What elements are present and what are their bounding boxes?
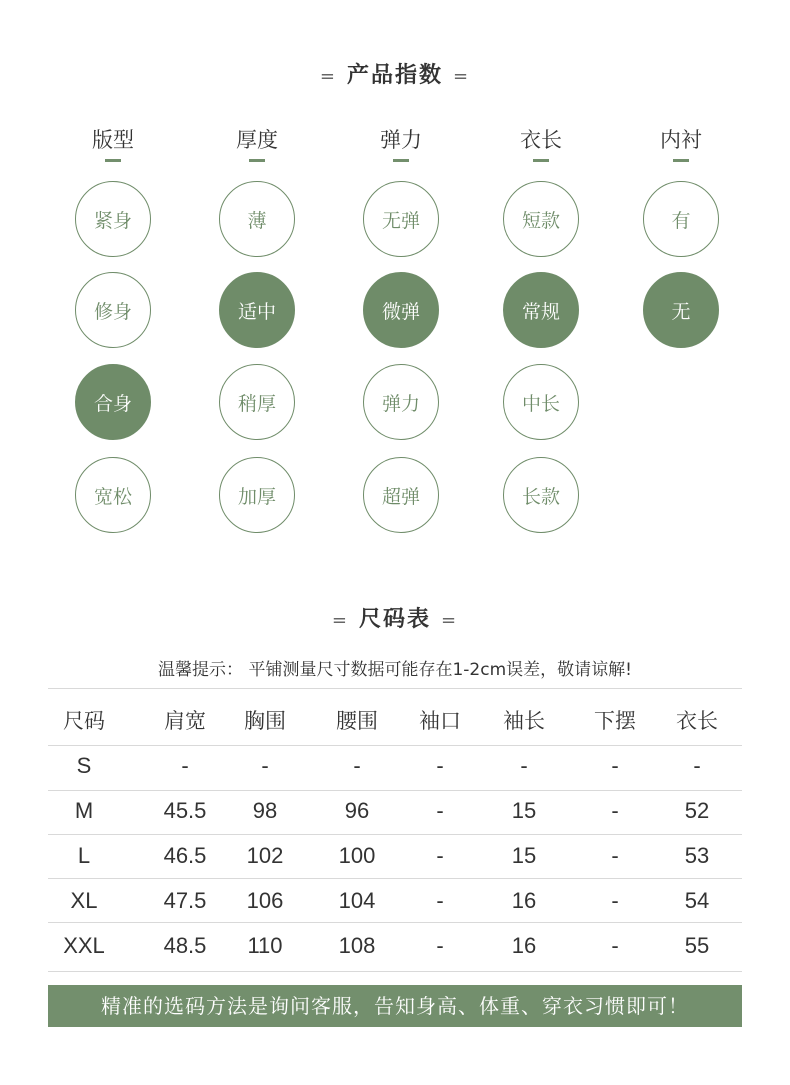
table-cell: 98 [252, 798, 278, 823]
title-deco-left: = [331, 610, 349, 631]
product-index-title-text: 产品指数 [346, 63, 443, 88]
index-column-header: 内衬 [660, 128, 702, 152]
table-cell: - [353, 753, 361, 778]
size-chart-title [0, 602, 790, 633]
table-divider [48, 971, 742, 972]
table-cell: S [76, 753, 92, 778]
table-cell: - [436, 753, 444, 778]
index-option: 弹力 [363, 364, 439, 440]
table-cell: - [436, 888, 444, 913]
table-cell: XL [70, 888, 98, 913]
index-option: 宽松 [75, 457, 151, 533]
index-option: 短款 [503, 181, 579, 257]
product-index-title [0, 58, 790, 89]
table-header-cell: 衣长 [676, 709, 718, 733]
index-option-selected: 适中 [219, 272, 295, 348]
table-divider [48, 688, 742, 689]
table-cell: 46.5 [163, 843, 207, 868]
size-advice-banner: 精准的选码方法是询问客服，告知身高、体重、穿衣习惯即可！ [48, 985, 742, 1027]
table-cell: 110 [247, 933, 283, 958]
table-cell: 48.5 [163, 933, 207, 958]
table-cell: 106 [246, 888, 284, 913]
index-option: 中长 [503, 364, 579, 440]
index-option-selected: 无 [643, 272, 719, 348]
table-cell: 108 [338, 933, 376, 958]
column-underline [393, 159, 409, 162]
table-cell: 45.5 [163, 798, 207, 823]
table-cell: 16 [511, 933, 537, 958]
column-underline [249, 159, 265, 162]
table-cell: - [693, 753, 701, 778]
index-column-header: 厚度 [236, 128, 278, 152]
table-cell: 15 [511, 843, 537, 868]
index-option-selected: 常规 [503, 272, 579, 348]
index-option: 长款 [503, 457, 579, 533]
table-cell: 102 [246, 843, 284, 868]
table-cell: XXL [63, 933, 105, 958]
table-cell: - [436, 798, 444, 823]
table-cell: 47.5 [163, 888, 207, 913]
column-underline [105, 159, 121, 162]
index-option: 薄 [219, 181, 295, 257]
table-cell: 52 [684, 798, 710, 823]
index-option: 无弹 [363, 181, 439, 257]
index-column-header: 版型 [92, 128, 134, 152]
table-cell: - [611, 843, 619, 868]
table-cell: 16 [511, 888, 537, 913]
table-cell: - [436, 933, 444, 958]
size-chart-title-text: 尺码表 [358, 607, 431, 632]
table-cell: M [74, 798, 94, 823]
table-cell: - [611, 888, 619, 913]
table-header-cell: 尺码 [63, 709, 105, 733]
index-option: 有 [643, 181, 719, 257]
table-cell: - [436, 843, 444, 868]
table-cell: 100 [338, 843, 376, 868]
index-option: 紧身 [75, 181, 151, 257]
table-cell: 55 [684, 933, 710, 958]
table-cell: - [611, 933, 619, 958]
table-cell: 104 [338, 888, 376, 913]
index-option: 修身 [75, 272, 151, 348]
table-divider [48, 878, 742, 879]
index-column-header: 衣长 [520, 128, 562, 152]
table-cell: - [611, 753, 619, 778]
table-header-cell: 腰围 [336, 709, 378, 733]
table-divider [48, 790, 742, 791]
column-underline [533, 159, 549, 162]
table-cell: 96 [344, 798, 370, 823]
table-cell: - [181, 753, 189, 778]
index-option: 加厚 [219, 457, 295, 533]
title-deco-right: = [453, 66, 471, 87]
table-header-cell: 胸围 [244, 709, 286, 733]
table-divider [48, 922, 742, 923]
table-cell: - [611, 798, 619, 823]
title-deco-left: = [319, 66, 337, 87]
table-header-cell: 袖口 [419, 709, 461, 733]
index-column-header: 弹力 [380, 128, 422, 152]
index-option-selected: 合身 [75, 364, 151, 440]
table-cell: - [520, 753, 528, 778]
title-deco-right: = [441, 610, 459, 631]
index-option-selected: 微弹 [363, 272, 439, 348]
measurement-tip: 温馨提示： 平铺测量尺寸数据可能存在1-2cm误差，敬请谅解! [158, 660, 632, 680]
table-cell: - [261, 753, 269, 778]
table-cell: 15 [511, 798, 537, 823]
table-cell: 54 [684, 888, 710, 913]
index-option: 超弹 [363, 457, 439, 533]
column-underline [673, 159, 689, 162]
index-option: 稍厚 [219, 364, 295, 440]
table-cell: 53 [684, 843, 710, 868]
table-header-cell: 袖长 [503, 709, 545, 733]
table-divider [48, 834, 742, 835]
table-header-cell: 肩宽 [164, 709, 206, 733]
table-divider [48, 745, 742, 746]
table-header-cell: 下摆 [594, 709, 636, 733]
table-cell: L [77, 843, 91, 868]
